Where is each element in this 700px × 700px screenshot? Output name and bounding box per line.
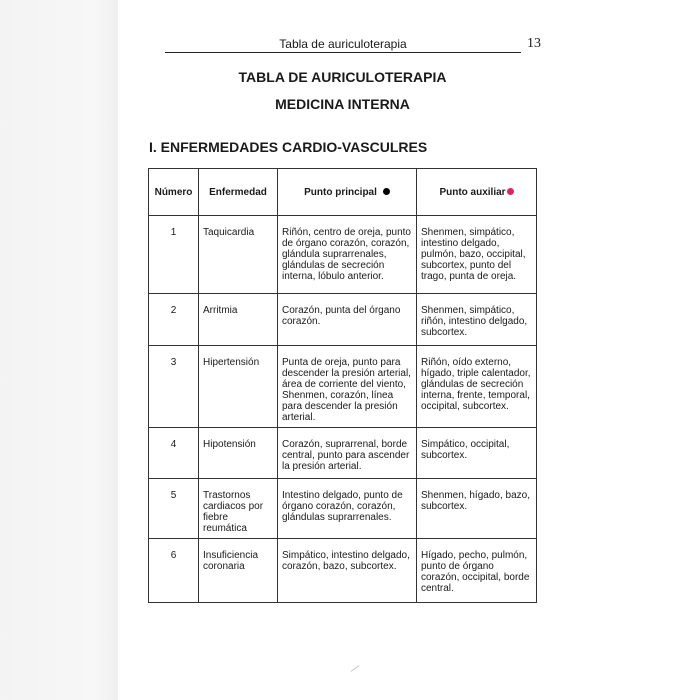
auxiliary-points: Simpático, occipital, subcortex. bbox=[421, 439, 510, 461]
table-row bbox=[149, 428, 537, 479]
principal-points: Corazón, punta del órgano corazón. bbox=[282, 305, 401, 327]
disease-cell bbox=[199, 346, 278, 428]
table-header-row bbox=[149, 169, 537, 216]
disease-cell bbox=[199, 294, 278, 346]
row-number-cell bbox=[149, 346, 199, 428]
principal-points: Corazón, suprarrenal, borde central, punto para ascender la presión arterial. bbox=[282, 439, 410, 472]
header-punto-auxiliar-label: Punto auxiliar bbox=[439, 186, 506, 198]
disease-cell bbox=[199, 428, 278, 479]
header-punto-principal-label: Punto principal bbox=[304, 186, 377, 198]
auxiliary-point-cell bbox=[417, 216, 537, 294]
auxiliary-points: Shenmen, simpático, intestino delgado, pulmón, bazo, occipital, subcortex, punto del trago, punta de oreja. bbox=[421, 227, 526, 282]
header-numero bbox=[149, 169, 199, 216]
principal-points: Riñón, centro de oreja, punto de órgano corazón, corazón, glándula suprarrenales, glándulas de secreción interna, lóbulo anterior. bbox=[282, 227, 411, 282]
header-enfermedad bbox=[199, 169, 278, 216]
disease-name: Hipotensión bbox=[203, 439, 256, 450]
header-enfermedad-label: Enfermedad bbox=[209, 186, 267, 198]
auxiliary-point-cell bbox=[417, 294, 537, 346]
principal-point-cell bbox=[278, 479, 417, 539]
principal-point-cell bbox=[278, 216, 417, 294]
page-title: TABLA DE AURICULOTERAPIA bbox=[238, 69, 447, 85]
principal-points: Intestino delgado, punto de órgano corazón, corazón, glándulas suprarrenales. bbox=[282, 490, 403, 523]
auxiliary-points: Shenmen, hígado, bazo, subcortex. bbox=[421, 490, 530, 512]
pink-dot-icon bbox=[507, 188, 514, 195]
table-row bbox=[149, 346, 537, 428]
header-numero-label: Número bbox=[154, 186, 193, 198]
running-head-title: Tabla de auriculoterapia bbox=[165, 36, 521, 53]
row-number-cell bbox=[149, 428, 199, 479]
page-number: 13 bbox=[527, 36, 541, 51]
auxiliary-points: Hígado, pecho, pulmón, punto de órgano corazón, occipital, borde central. bbox=[421, 550, 530, 594]
auxiliary-points: Shenmen, simpático, riñón, intestino delgado, subcortex. bbox=[421, 305, 528, 338]
row-number: 2 bbox=[170, 305, 177, 316]
black-dot-icon bbox=[383, 188, 390, 195]
auxiliary-point-cell bbox=[417, 479, 537, 539]
auxiliary-point-cell bbox=[417, 428, 537, 479]
row-number-cell bbox=[149, 479, 199, 539]
principal-points: Punta de oreja, punto para descender la presión arterial, área de corriente del viento, Shenmen, corazón, línea para descender la presión arterial. bbox=[282, 357, 411, 423]
header-punto-principal bbox=[278, 169, 417, 216]
row-number: 6 bbox=[170, 550, 177, 561]
disease-cell bbox=[199, 216, 278, 294]
row-number-cell bbox=[149, 216, 199, 294]
disease-name: Taquicardia bbox=[203, 227, 255, 238]
table-row bbox=[149, 479, 537, 539]
table-row bbox=[149, 216, 537, 294]
disease-name: Insuficiencia coronaria bbox=[203, 550, 259, 572]
section-heading: I. ENFERMEDADES CARDIO-VASCULRES bbox=[149, 139, 428, 155]
row-number: 5 bbox=[170, 490, 177, 501]
principal-point-cell bbox=[278, 294, 417, 346]
disease-name: Hipertensión bbox=[203, 357, 260, 368]
row-number-cell bbox=[149, 294, 199, 346]
auxiliary-point-cell bbox=[417, 346, 537, 428]
principal-point-cell bbox=[278, 539, 417, 603]
principal-point-cell bbox=[278, 346, 417, 428]
auxiliary-point-cell bbox=[417, 539, 537, 603]
row-number: 3 bbox=[170, 357, 177, 368]
header-punto-auxiliar bbox=[417, 169, 537, 216]
row-number-cell bbox=[149, 539, 199, 603]
disease-name: Trastornos cardiacos por fiebre reumática bbox=[203, 490, 264, 534]
row-number: 4 bbox=[170, 439, 177, 450]
table-row bbox=[149, 539, 537, 603]
disease-name: Arritmia bbox=[203, 305, 238, 316]
table-row bbox=[149, 294, 537, 346]
disease-cell bbox=[199, 479, 278, 539]
row-number: 1 bbox=[170, 227, 177, 238]
book-gutter bbox=[0, 0, 118, 700]
disease-cell bbox=[199, 539, 278, 603]
page-subtitle: MEDICINA INTERNA bbox=[275, 96, 410, 112]
auxiliary-points: Riñón, oído externo, hígado, triple calentador, glándulas de secreción interna, frente, temporal, occipital, subcortex. bbox=[421, 357, 531, 412]
auriculotherapy-table bbox=[148, 168, 537, 603]
principal-points: Simpático, intestino delgado, corazón, bazo, subcortex. bbox=[282, 550, 410, 572]
principal-point-cell bbox=[278, 428, 417, 479]
